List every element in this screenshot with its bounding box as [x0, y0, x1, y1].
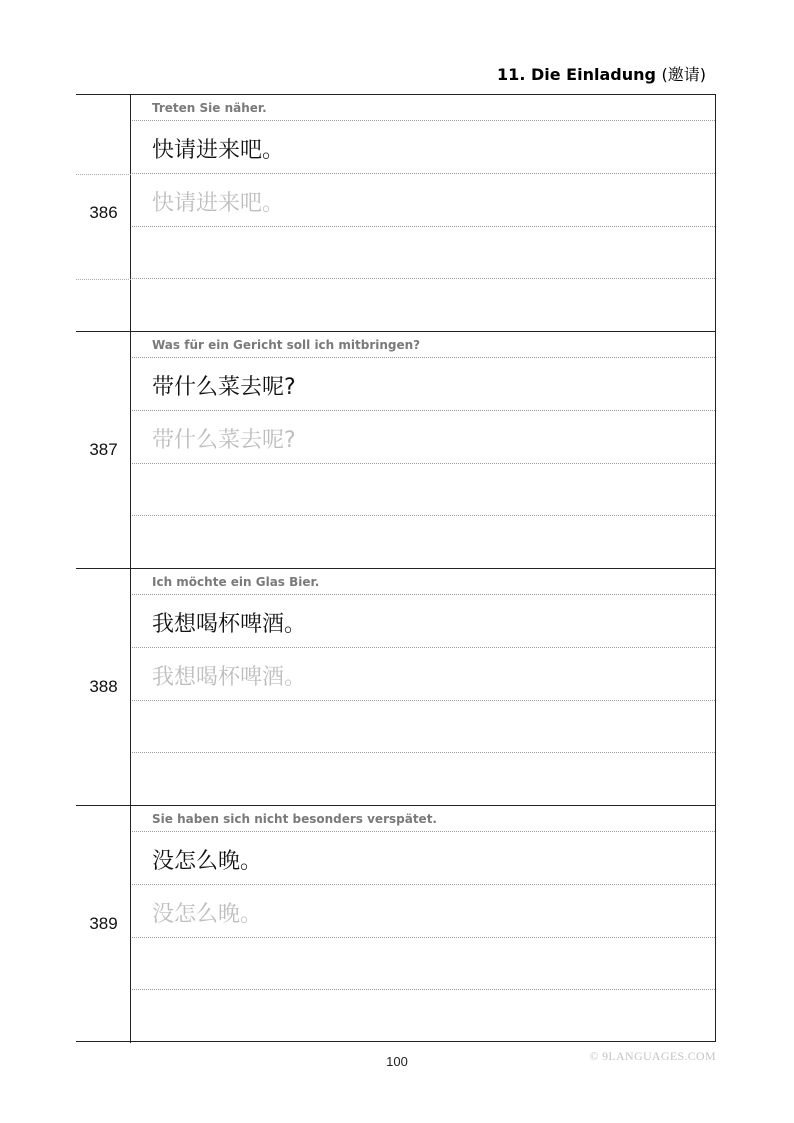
german-sentence: Sie haben sich nicht besonders verspätet.	[152, 812, 437, 826]
german-sentence: Ich möchte ein Glas Bier.	[152, 575, 320, 589]
row-divider	[132, 700, 715, 701]
row-divider	[132, 831, 715, 832]
german-sentence: Was für ein Gericht soll ich mitbringen?	[152, 338, 421, 352]
writing-lines	[132, 95, 715, 332]
entry-number: 388	[89, 677, 118, 696]
chinese-tracing-sentence: 带什么菜去呢?	[152, 428, 296, 453]
row-divider	[132, 989, 715, 990]
entry-number: 387	[89, 440, 118, 459]
chapter-title-chinese: (邀请)	[661, 65, 706, 84]
entry-number-cell	[76, 569, 131, 806]
row-divider	[132, 410, 715, 411]
chinese-sentence: 带什么菜去呢?	[152, 375, 296, 400]
row-divider	[132, 226, 715, 227]
row-divider	[76, 279, 131, 280]
page-number: 100	[386, 1054, 408, 1069]
row-divider	[132, 120, 715, 121]
row-divider	[132, 937, 715, 938]
row-divider	[132, 515, 715, 516]
row-divider	[132, 357, 715, 358]
row-divider	[132, 752, 715, 753]
row-divider	[132, 278, 715, 279]
chinese-sentence: 我想喝杯啤酒。	[152, 612, 307, 637]
writing-lines	[132, 332, 715, 569]
chinese-tracing-sentence: 没怎么晚。	[152, 902, 263, 927]
row-divider	[132, 884, 715, 885]
chinese-tracing-sentence: 快请进来吧。	[152, 191, 285, 216]
entry-number-cell	[76, 806, 131, 1043]
entry-number: 386	[89, 203, 118, 222]
row-divider	[132, 647, 715, 648]
practice-entry	[76, 806, 715, 1043]
entry-number-cell	[76, 95, 131, 332]
chapter-title-german: 11. Die Einladung	[497, 65, 656, 84]
chapter-title	[497, 62, 706, 85]
chinese-sentence: 快请进来吧。	[152, 138, 285, 163]
chinese-sentence: 没怎么晚。	[152, 849, 263, 874]
writing-lines	[132, 569, 715, 806]
practice-entry	[76, 332, 715, 569]
row-divider	[132, 594, 715, 595]
entry-number-cell	[76, 332, 131, 569]
chinese-tracing-sentence: 我想喝杯啤酒。	[152, 665, 307, 690]
practice-worksheet	[76, 94, 716, 1042]
row-divider	[132, 173, 715, 174]
practice-entry	[76, 95, 715, 332]
entry-number: 389	[89, 914, 118, 933]
row-divider	[132, 463, 715, 464]
row-divider	[76, 174, 131, 175]
practice-entry	[76, 569, 715, 806]
copyright-notice: © 9LANGUAGES.COM	[589, 1049, 716, 1063]
german-sentence: Treten Sie näher.	[152, 101, 267, 115]
writing-lines	[132, 806, 715, 1043]
